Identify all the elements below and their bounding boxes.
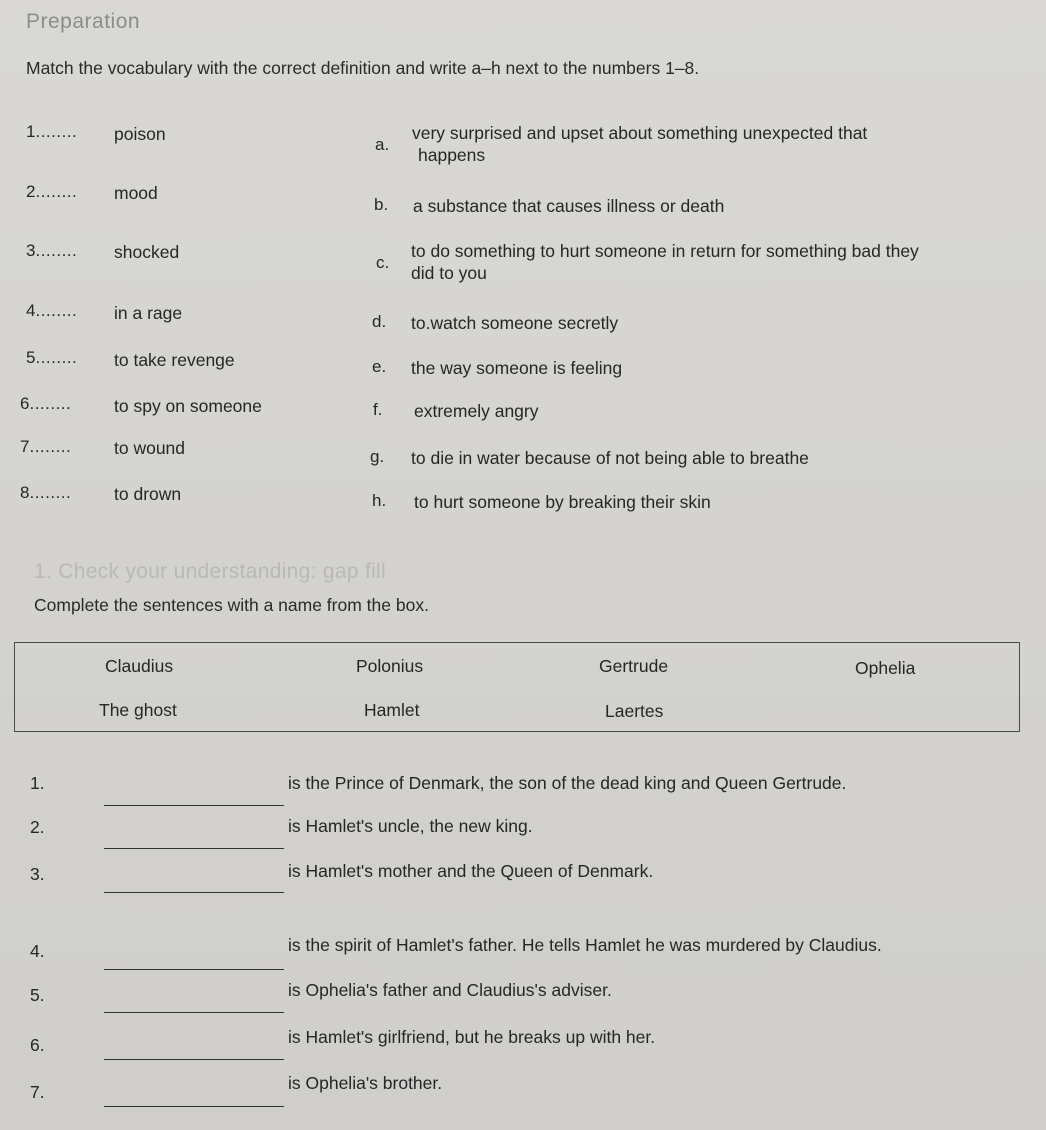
vocab-item-2: 2........ — [26, 182, 78, 201]
vocab-item-4: 4........ — [26, 301, 78, 320]
definition-c: to do something to hurt someone in return for something bad they did to you — [411, 241, 919, 283]
vocab-item-6: 6........ — [20, 394, 72, 413]
gap-blank[interactable] — [104, 957, 284, 975]
definition-letter: c. — [376, 253, 390, 272]
name-box — [14, 642, 1020, 732]
definition-letter: h. — [372, 491, 387, 510]
definition-e: the way someone is feeling — [411, 358, 623, 378]
sentence-number: 4. — [30, 941, 45, 961]
name-polonius: Polonius — [356, 656, 424, 676]
sentence-number: 6. — [30, 1035, 45, 1055]
sentence-text: is the Prince of Denmark, the son of the dead king and Queen Gertrude. — [288, 773, 847, 793]
sentence-number: 7. — [30, 1082, 45, 1102]
vocab-item-1: 1........ — [26, 122, 78, 141]
sentence-text: is Hamlet's uncle, the new king. — [288, 816, 533, 836]
vocab-item-5: 5........ — [26, 348, 78, 367]
definition-letter: a. — [375, 135, 390, 154]
vocab-item-3: 3........ — [26, 241, 78, 260]
definition-a: very surprised and upset about something unexpected that happens — [412, 123, 868, 165]
vocab-word: to drown — [114, 484, 182, 504]
gap-blank[interactable] — [104, 836, 284, 854]
name-ophelia: Ophelia — [855, 658, 916, 678]
answer-blank[interactable]: ........ — [35, 348, 78, 367]
sentence-number: 1. — [30, 773, 45, 793]
gap-blank[interactable] — [104, 1094, 284, 1112]
answer-blank[interactable]: ........ — [35, 182, 78, 201]
definition-b: a substance that causes illness or death — [413, 196, 725, 216]
preparation-heading: Preparation — [26, 10, 141, 33]
definition-letter: g. — [370, 447, 385, 466]
definition-letter: d. — [372, 312, 387, 331]
vocab-word: poison — [114, 124, 166, 144]
answer-blank[interactable]: ........ — [29, 483, 72, 502]
answer-blank[interactable]: ........ — [35, 241, 78, 260]
name-claudius: Claudius — [105, 656, 174, 676]
definition-letter: e. — [372, 357, 387, 376]
sentence-text: is Ophelia's brother. — [288, 1073, 443, 1093]
sentence-text: is Hamlet's girlfriend, but he breaks up with her. — [288, 1027, 656, 1047]
vocab-word: mood — [114, 183, 158, 203]
name-the-ghost: The ghost — [99, 700, 177, 720]
sentence-text: is Ophelia's father and Claudius's adviser. — [288, 980, 612, 1000]
check-heading: 1. Check your understanding: gap fill — [34, 560, 386, 583]
sentence-text: is Hamlet's mother and the Queen of Denmark. — [288, 861, 654, 881]
name-laertes: Laertes — [605, 701, 664, 721]
vocab-word: shocked — [114, 242, 180, 262]
gap-blank[interactable] — [104, 880, 284, 898]
answer-blank[interactable]: ........ — [29, 437, 72, 456]
answer-blank[interactable]: ........ — [29, 394, 72, 413]
vocab-item-8: 8........ — [20, 483, 72, 502]
check-instruction: Complete the sentences with a name from the box. — [34, 595, 429, 615]
name-hamlet: Hamlet — [364, 700, 420, 720]
gap-blank[interactable] — [104, 1000, 284, 1018]
preparation-instruction: Match the vocabulary with the correct definition and write a–h next to the numbers 1–8. — [26, 58, 700, 78]
gap-blank[interactable] — [104, 793, 284, 811]
vocab-word: in a rage — [114, 303, 183, 323]
name-gertrude: Gertrude — [599, 656, 669, 676]
sentence-number: 5. — [30, 985, 45, 1005]
definition-g: to die in water because of not being able to breathe — [411, 448, 809, 468]
sentence-number: 2. — [30, 817, 45, 837]
answer-blank[interactable]: ........ — [35, 122, 78, 141]
answer-blank[interactable]: ........ — [35, 301, 78, 320]
definition-h: to hurt someone by breaking their skin — [414, 492, 711, 512]
sentence-number: 3. — [30, 864, 45, 884]
definition-d: to.watch someone secretly — [411, 313, 619, 333]
vocab-item-7: 7........ — [20, 437, 72, 456]
vocab-word: to wound — [114, 438, 186, 458]
vocab-word: to spy on someone — [114, 396, 262, 416]
definition-f: extremely angry — [414, 401, 539, 421]
vocab-word: to take revenge — [114, 350, 235, 370]
sentence-text: is the spirit of Hamlet's father. He tells Hamlet he was murdered by Claudius. — [288, 935, 882, 955]
definition-letter: f. — [373, 400, 383, 419]
gap-blank[interactable] — [104, 1047, 284, 1065]
definition-letter: b. — [374, 195, 389, 214]
